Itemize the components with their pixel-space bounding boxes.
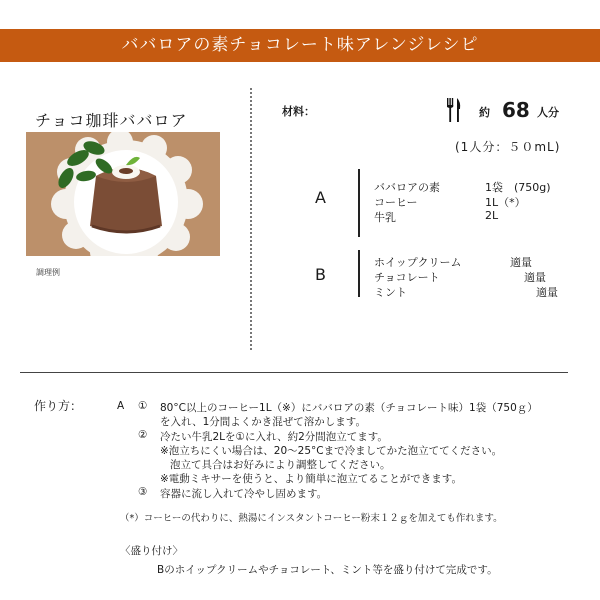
method-label: 作り方： — [34, 399, 83, 413]
method-section-letter: A — [117, 400, 125, 412]
ingredient-qty: 1袋 (750g) — [485, 181, 551, 194]
ingredient-name: チョコレート — [374, 271, 440, 284]
servings-unit: 人分 — [537, 106, 559, 119]
step-2-note-1: ※泡立ちにくい場合は、20～25°Cまで冷ましてかた泡立ててください。 — [160, 445, 503, 457]
servings-prefix: 約 — [479, 106, 490, 119]
coffee-footnote: （*）コーヒーの代わりに、熱湯にインスタントコーヒー粉末１２ｇを加えても作れます。 — [120, 513, 503, 524]
vertical-divider — [250, 88, 252, 350]
ingredient-name: ババロアの素 — [374, 181, 440, 194]
step-number: ③ — [138, 486, 148, 498]
group-b-letter: B — [315, 265, 326, 284]
step-number: ① — [138, 400, 148, 412]
ingredient-name: ミント — [374, 286, 407, 299]
group-a-bar — [358, 169, 360, 237]
page-header: ババロアの素チョコレート味アレンジレシピ — [0, 29, 600, 62]
step-1-line-2: を入れ、1分間よくかき混ぜて溶かします。 — [160, 416, 366, 428]
per-person-volume: (1人分：５０mL) — [455, 140, 561, 154]
ingredient-qty: 適量 — [524, 271, 546, 284]
recipe-photo — [26, 132, 220, 256]
step-2-note-3: ※電動ミキサーを使うと、より簡単に泡立てることができます。 — [160, 473, 462, 485]
ingredient-qty: 適量 — [510, 256, 532, 269]
ingredient-name: 牛乳 — [374, 211, 396, 224]
cutlery-icon — [444, 98, 464, 122]
ingredient-qty: 1L（*） — [485, 196, 526, 209]
step-number: ② — [138, 429, 148, 441]
step-3-line-1: 容器に流し入れて冷やし固めます。 — [160, 488, 328, 500]
servings-count: 68 — [502, 98, 530, 122]
group-a-letter: A — [315, 188, 326, 207]
garnish-label: 〈盛り付け〉 — [120, 545, 183, 557]
group-b-bar — [358, 250, 360, 297]
materials-label: 材料： — [282, 105, 315, 118]
horizontal-divider — [20, 372, 568, 373]
photo-caption: 調理例 — [36, 268, 60, 277]
garnish-text: Bのホイップクリームやチョコレート、ミント等を盛り付けて完成です。 — [157, 564, 498, 576]
step-2-note-2: 泡立て具合はお好みにより調整してください。 — [170, 459, 391, 471]
recipe-title: チョコ珈琲ババロア — [35, 111, 188, 130]
step-1-line-1: 80°C以上のコーヒー1L（※）にババロアの素（チョコレート味）1袋（750ｇ） — [160, 402, 538, 414]
ingredient-name: コーヒー — [374, 196, 418, 209]
ingredient-qty: 適量 — [536, 286, 558, 299]
ingredient-qty: 2L — [485, 209, 499, 222]
ingredient-name: ホイップクリーム — [374, 256, 462, 269]
step-2-line-1: 冷たい牛乳2Lを①に入れ、約2分間泡立てます。 — [160, 431, 388, 443]
